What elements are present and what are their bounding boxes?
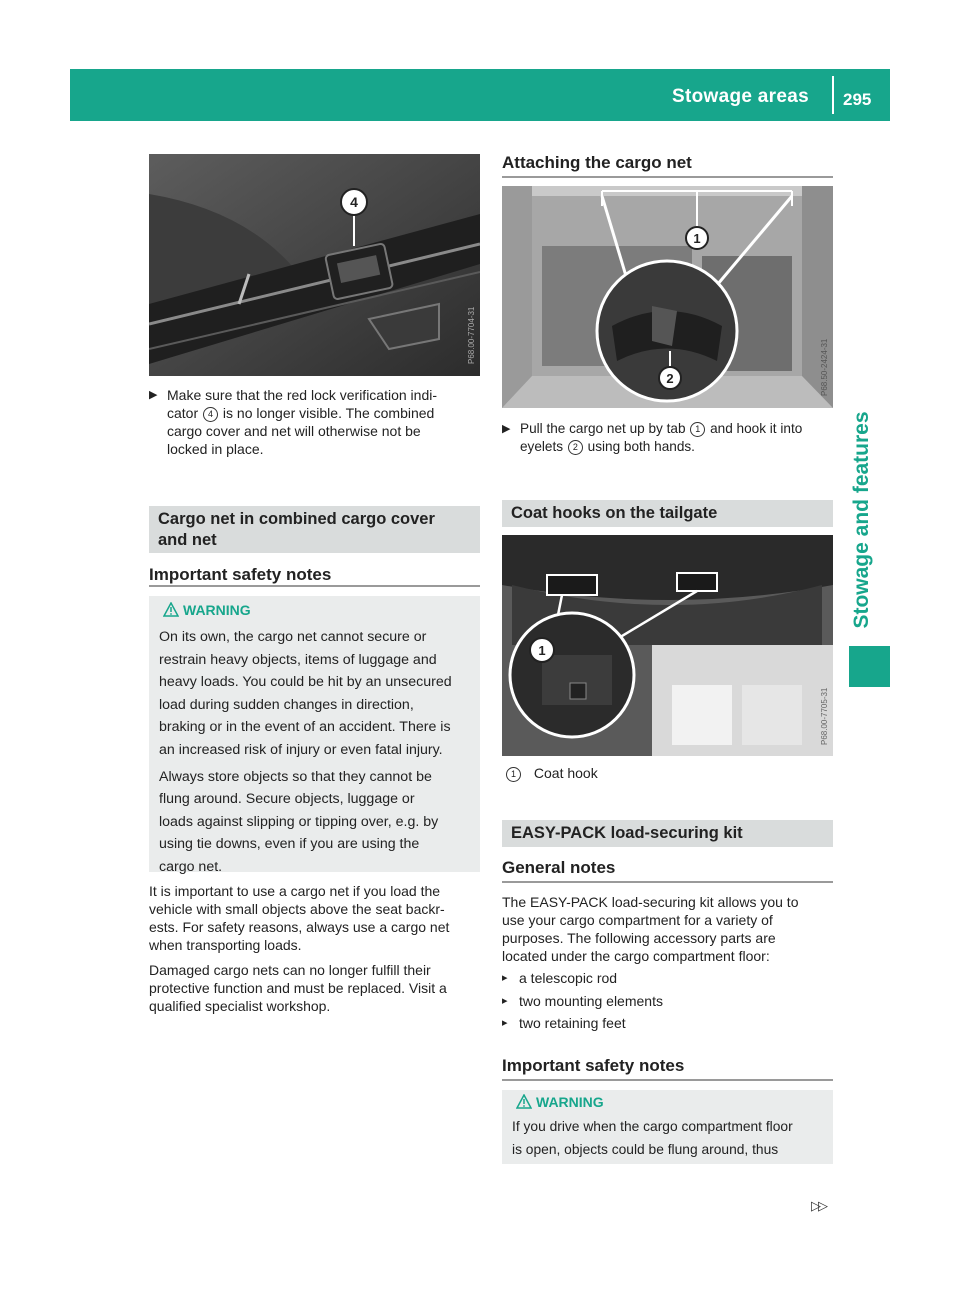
body-paragraph-easy-pack: The EASY-PACK load-securing kit allows you to use your cargo compartment for a variety of purposes. The following accessory parts are located under the cargo compartment floor: bbox=[502, 894, 799, 964]
subheading-safety-notes-2: Important safety notes bbox=[502, 1056, 685, 1075]
warning-triangle-icon bbox=[516, 1094, 532, 1109]
list-item: ▸ a telescopic rod bbox=[502, 967, 663, 990]
warning-box bbox=[149, 596, 480, 875]
accessory-list bbox=[502, 967, 663, 1035]
image3-callout: 1 bbox=[538, 643, 546, 658]
lock-check-instruction bbox=[149, 386, 484, 458]
instruction-line: Make sure that the red lock verification indi- bbox=[167, 387, 438, 403]
page-number: 295 bbox=[843, 90, 872, 109]
section-heading-cargo-net bbox=[149, 506, 480, 553]
image1-callout: 4 bbox=[350, 194, 358, 210]
divider bbox=[502, 1079, 833, 1081]
instruction-line: and hook it into bbox=[710, 421, 803, 436]
warning-title bbox=[512, 1092, 823, 1112]
list-item: ▸ two retaining feet bbox=[502, 1012, 663, 1035]
callout-1: 1 bbox=[690, 422, 705, 437]
instruction-line: cator bbox=[167, 405, 199, 421]
legend-text: Coat hook bbox=[533, 765, 598, 781]
divider bbox=[502, 176, 833, 178]
continue-arrows-icon: ▷▷ bbox=[811, 1198, 825, 1213]
divider bbox=[149, 585, 480, 587]
warning-box-2 bbox=[502, 1090, 833, 1164]
instruction-line: using both hands. bbox=[587, 439, 695, 454]
warning-paragraph-2: Always store objects so that they cannot be flung around. Secure objects, luggage or loads against slipping or tipping over, e.g. by using tie downs, even if you are using the cargo net. bbox=[159, 768, 439, 875]
image2-callout-1: 1 bbox=[693, 231, 701, 246]
instruction-arrow: ▶ bbox=[502, 423, 511, 435]
callout-4: 4 bbox=[203, 407, 218, 422]
section-heading-easy-pack: EASY-PACK load-securing kit bbox=[502, 820, 833, 847]
image1-code: P68.00-7704-31 bbox=[467, 306, 476, 364]
warning-title-text: WARNING bbox=[183, 602, 251, 618]
body-paragraph-cargo-net: It is important to use a cargo net if you load the vehicle with small objects above the seat backr- ests. For safety reasons, always use a cargo net when transporting loads. bbox=[149, 883, 450, 953]
warning-title bbox=[159, 600, 470, 620]
instruction-line: locked in place. bbox=[167, 441, 264, 457]
cargo-cover-lock-image bbox=[149, 154, 480, 376]
subheading-safety-notes: Important safety notes bbox=[149, 565, 332, 584]
instruction-line: Pull the cargo net up by tab bbox=[520, 421, 686, 436]
section-heading-coat-hooks: Coat hooks on the tailgate bbox=[502, 500, 833, 527]
warning-triangle-icon bbox=[163, 602, 179, 617]
divider bbox=[502, 881, 833, 883]
warning-paragraph-1: On its own, the cargo net cannot secure or restrain heavy objects, items of luggage and heavy loads. You could be hit by an unsecured load during sudden changes in direction, braking or in the event of an accident. There is an increased risk of injury or even fatal injury. bbox=[159, 629, 452, 758]
cargo-net-attach-image bbox=[502, 186, 833, 408]
instruction-arrow: ▶ bbox=[149, 389, 158, 401]
heading-line: Cargo net in combined cargo cover bbox=[158, 510, 435, 528]
warning-title-text: WARNING bbox=[536, 1094, 604, 1110]
body-paragraph-damaged-nets: Damaged cargo nets can no longer fulfill their protective function and must be replaced. Visit a qualified specialist workshop. bbox=[149, 962, 447, 1014]
warning-paragraph: If you drive when the cargo compartment floor is open, objects could be flung around, thus bbox=[512, 1119, 793, 1157]
legend-number: 1 bbox=[506, 767, 521, 782]
side-tab bbox=[842, 400, 882, 640]
attach-net-instruction bbox=[502, 420, 842, 456]
instruction-line: is no longer visible. The combined bbox=[222, 405, 435, 421]
section-title: Stowage areas bbox=[672, 86, 809, 107]
side-tab-label: Stowage and features bbox=[850, 411, 873, 629]
header-separator bbox=[832, 76, 834, 114]
image2-code: P68.50-2424-31 bbox=[820, 338, 829, 396]
coat-hook-image bbox=[502, 535, 833, 756]
side-tab-marker bbox=[849, 646, 890, 687]
callout-2: 2 bbox=[568, 440, 583, 455]
subheading-general-notes: General notes bbox=[502, 858, 616, 877]
image3-code: P68.00-7705-31 bbox=[820, 687, 829, 745]
subheading-attaching-cargo-net: Attaching the cargo net bbox=[502, 153, 692, 172]
coat-hook-legend bbox=[505, 765, 598, 782]
list-item: ▸ two mounting elements bbox=[502, 990, 663, 1013]
instruction-line: cargo cover and net will otherwise not be bbox=[167, 423, 421, 439]
image2-callout-2: 2 bbox=[666, 371, 674, 386]
heading-line: and net bbox=[158, 531, 217, 549]
instruction-line: eyelets bbox=[520, 439, 564, 454]
